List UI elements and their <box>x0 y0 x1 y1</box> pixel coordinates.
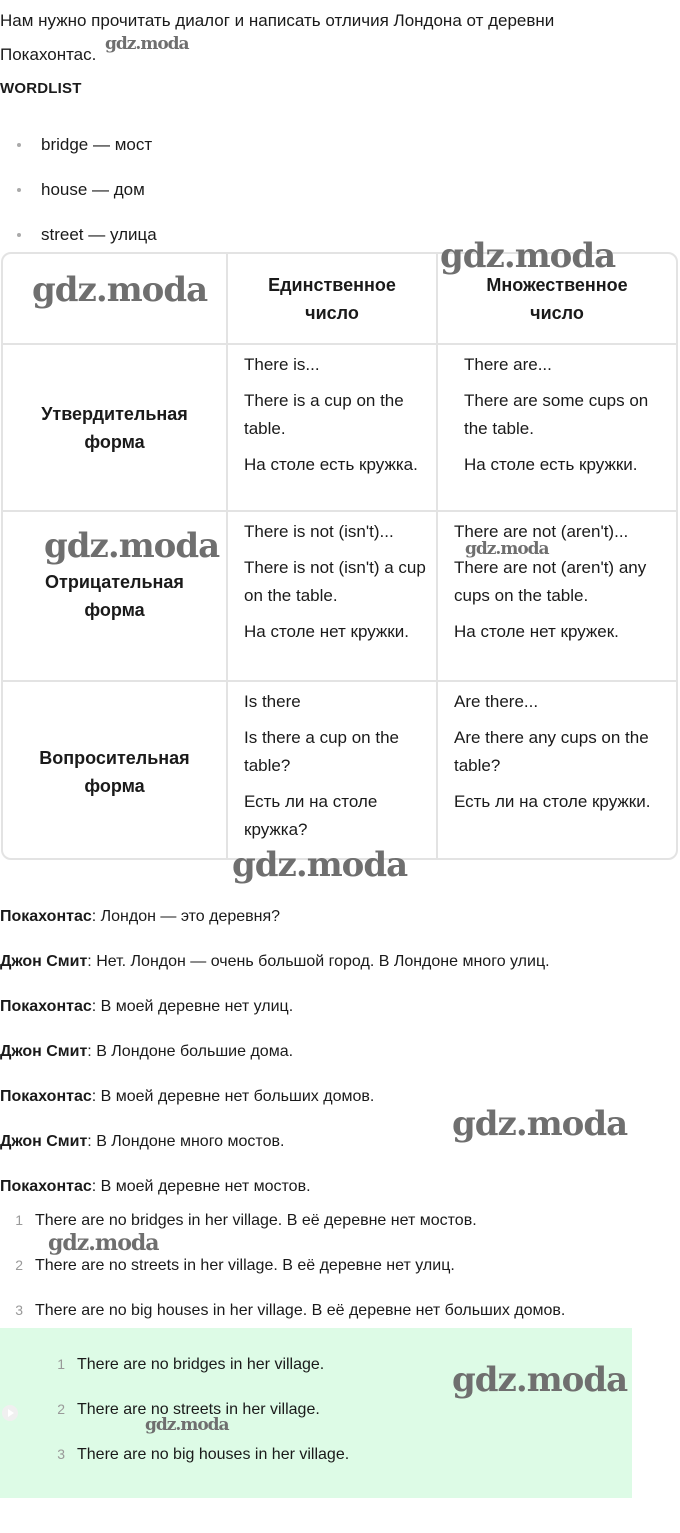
row-label <box>3 511 227 681</box>
row-label <box>3 681 227 860</box>
speaker-name: Покахонтас <box>0 1088 92 1105</box>
list-item: house — дом <box>0 167 157 212</box>
wordlist-title: WORDLIST <box>0 80 82 97</box>
watermark: gdz.moda <box>232 845 408 885</box>
item-text: There are no big houses in her village. В её деревне нет больших домов. <box>35 1302 566 1319</box>
dialogue-line <box>0 984 550 1029</box>
watermark: gdz.moda <box>44 526 220 566</box>
dialogue-text: : В моей деревне нет мостов. <box>91 1178 311 1195</box>
watermark: gdz.moda <box>465 539 549 559</box>
dialogue-text: : Лондон — это деревня? <box>91 908 281 925</box>
watermark: gdz.moda <box>145 1415 229 1435</box>
intro-text: Нам нужно прочитать диалог и написать отличия Лондона от деревни Покахонтас. <box>0 11 555 64</box>
cell-line: Is there <box>244 692 301 711</box>
list-item <box>0 1288 565 1333</box>
item-number: 2 <box>57 1401 65 1417</box>
cell-line: На столе нет кружки. <box>244 622 409 641</box>
header-plural: Множественное число <box>486 274 628 323</box>
table-header <box>227 254 437 344</box>
grammar-table <box>1 252 678 860</box>
row-label <box>3 344 227 511</box>
list-item <box>0 1243 565 1288</box>
speaker-name: Джон Смит <box>0 1133 88 1150</box>
dialogue-line <box>0 939 550 984</box>
answer-box-list <box>0 1342 349 1477</box>
cell-line: Are there any cups on the table? <box>454 728 649 775</box>
cell-line: There is not (isn't)... <box>244 522 394 541</box>
row-label-text: Отрицательная форма <box>45 572 184 620</box>
watermark: gdz.moda <box>105 34 189 54</box>
dialogue-text: : В Лондоне много мостов. <box>87 1133 285 1150</box>
cell-line: There are... <box>464 355 552 374</box>
table-header <box>437 254 676 344</box>
table-header <box>3 254 227 344</box>
wordlist <box>0 122 157 257</box>
cell-line: Есть ли на столе кружка? <box>244 792 378 839</box>
dialogue-line <box>0 1074 550 1119</box>
item-number: 1 <box>57 1356 65 1372</box>
cell-line: There is... <box>244 355 320 374</box>
speaker-name: Джон Смит <box>0 953 88 970</box>
cell-line: Are there... <box>454 692 539 711</box>
item-number: 2 <box>15 1257 23 1273</box>
speaker-name: Покахонтас <box>0 998 92 1015</box>
watermark: gdz.moda <box>440 236 616 276</box>
cell-line: There is a cup on the table. <box>244 391 404 438</box>
cell-line: There are some cups on the table. <box>464 391 649 438</box>
dialogue <box>0 894 550 1209</box>
item-number: 3 <box>15 1302 23 1318</box>
list-item <box>0 1387 349 1432</box>
play-icon[interactable] <box>2 1405 18 1421</box>
cell-line: На столе есть кружки. <box>464 455 638 474</box>
dialogue-line <box>0 1119 550 1164</box>
cell-line: There is not (isn't) a cup on the table. <box>244 558 426 605</box>
cell-line: На столе есть кружка. <box>244 455 418 474</box>
table-row <box>3 344 676 511</box>
dialogue-text: : В моей деревне нет улиц. <box>91 998 294 1015</box>
row-label-text: Утвердительная форма <box>41 403 188 452</box>
table-cell <box>227 681 437 860</box>
dialogue-line <box>0 1029 550 1074</box>
cell-line: На столе нет кружек. <box>454 622 619 641</box>
answers-list <box>0 1198 565 1333</box>
list-item <box>0 1432 349 1477</box>
dialogue-text: : В Лондоне большие дома. <box>87 1043 294 1060</box>
list-item <box>0 1198 565 1243</box>
item-text: There are no bridges in her village. <box>77 1356 325 1373</box>
table-cell <box>437 344 676 511</box>
watermark: gdz.moda <box>452 1360 628 1400</box>
cell-line: There are not (aren't)... <box>454 522 629 541</box>
item-number: 3 <box>57 1446 65 1462</box>
speaker-name: Джон Смит <box>0 1043 88 1060</box>
table-cell <box>437 681 676 860</box>
dialogue-line <box>0 894 550 939</box>
watermark: gdz.moda <box>48 1230 159 1256</box>
answer-box <box>0 1328 632 1498</box>
cell-line: There are not (aren't) any cups on the table. <box>454 558 647 605</box>
watermark: gdz.moda <box>452 1104 628 1144</box>
cell-line: Есть ли на столе кружки. <box>454 792 651 811</box>
item-text: There are no big houses in her village. <box>77 1446 350 1463</box>
table-row <box>3 681 676 860</box>
dialogue-text: : В моей деревне нет больших домов. <box>91 1088 375 1105</box>
speaker-name: Покахонтас <box>0 908 92 925</box>
table-cell <box>437 511 676 681</box>
row-label-text: Вопросительная форма <box>39 748 190 796</box>
table-cell <box>227 511 437 681</box>
item-text: There are no streets in her village. <box>77 1401 320 1418</box>
item-number: 1 <box>15 1212 23 1228</box>
cell-line: Is there a cup on the table? <box>244 728 399 775</box>
table-cell <box>227 344 437 511</box>
dialogue-text: : Нет. Лондон — очень большой город. В Лондоне много улиц. <box>87 953 550 970</box>
list-item <box>0 1342 349 1387</box>
list-item: bridge — мост <box>0 122 157 167</box>
table-row <box>3 511 676 681</box>
item-text: There are no streets in her village. В её деревне нет улиц. <box>35 1257 455 1274</box>
item-text: There are no bridges in her village. В её деревне нет мостов. <box>35 1212 477 1229</box>
list-item: street — улица <box>0 212 157 257</box>
speaker-name: Покахонтас <box>0 1178 92 1195</box>
header-singular: Единственное число <box>268 274 396 323</box>
watermark: gdz.moda <box>32 270 208 310</box>
